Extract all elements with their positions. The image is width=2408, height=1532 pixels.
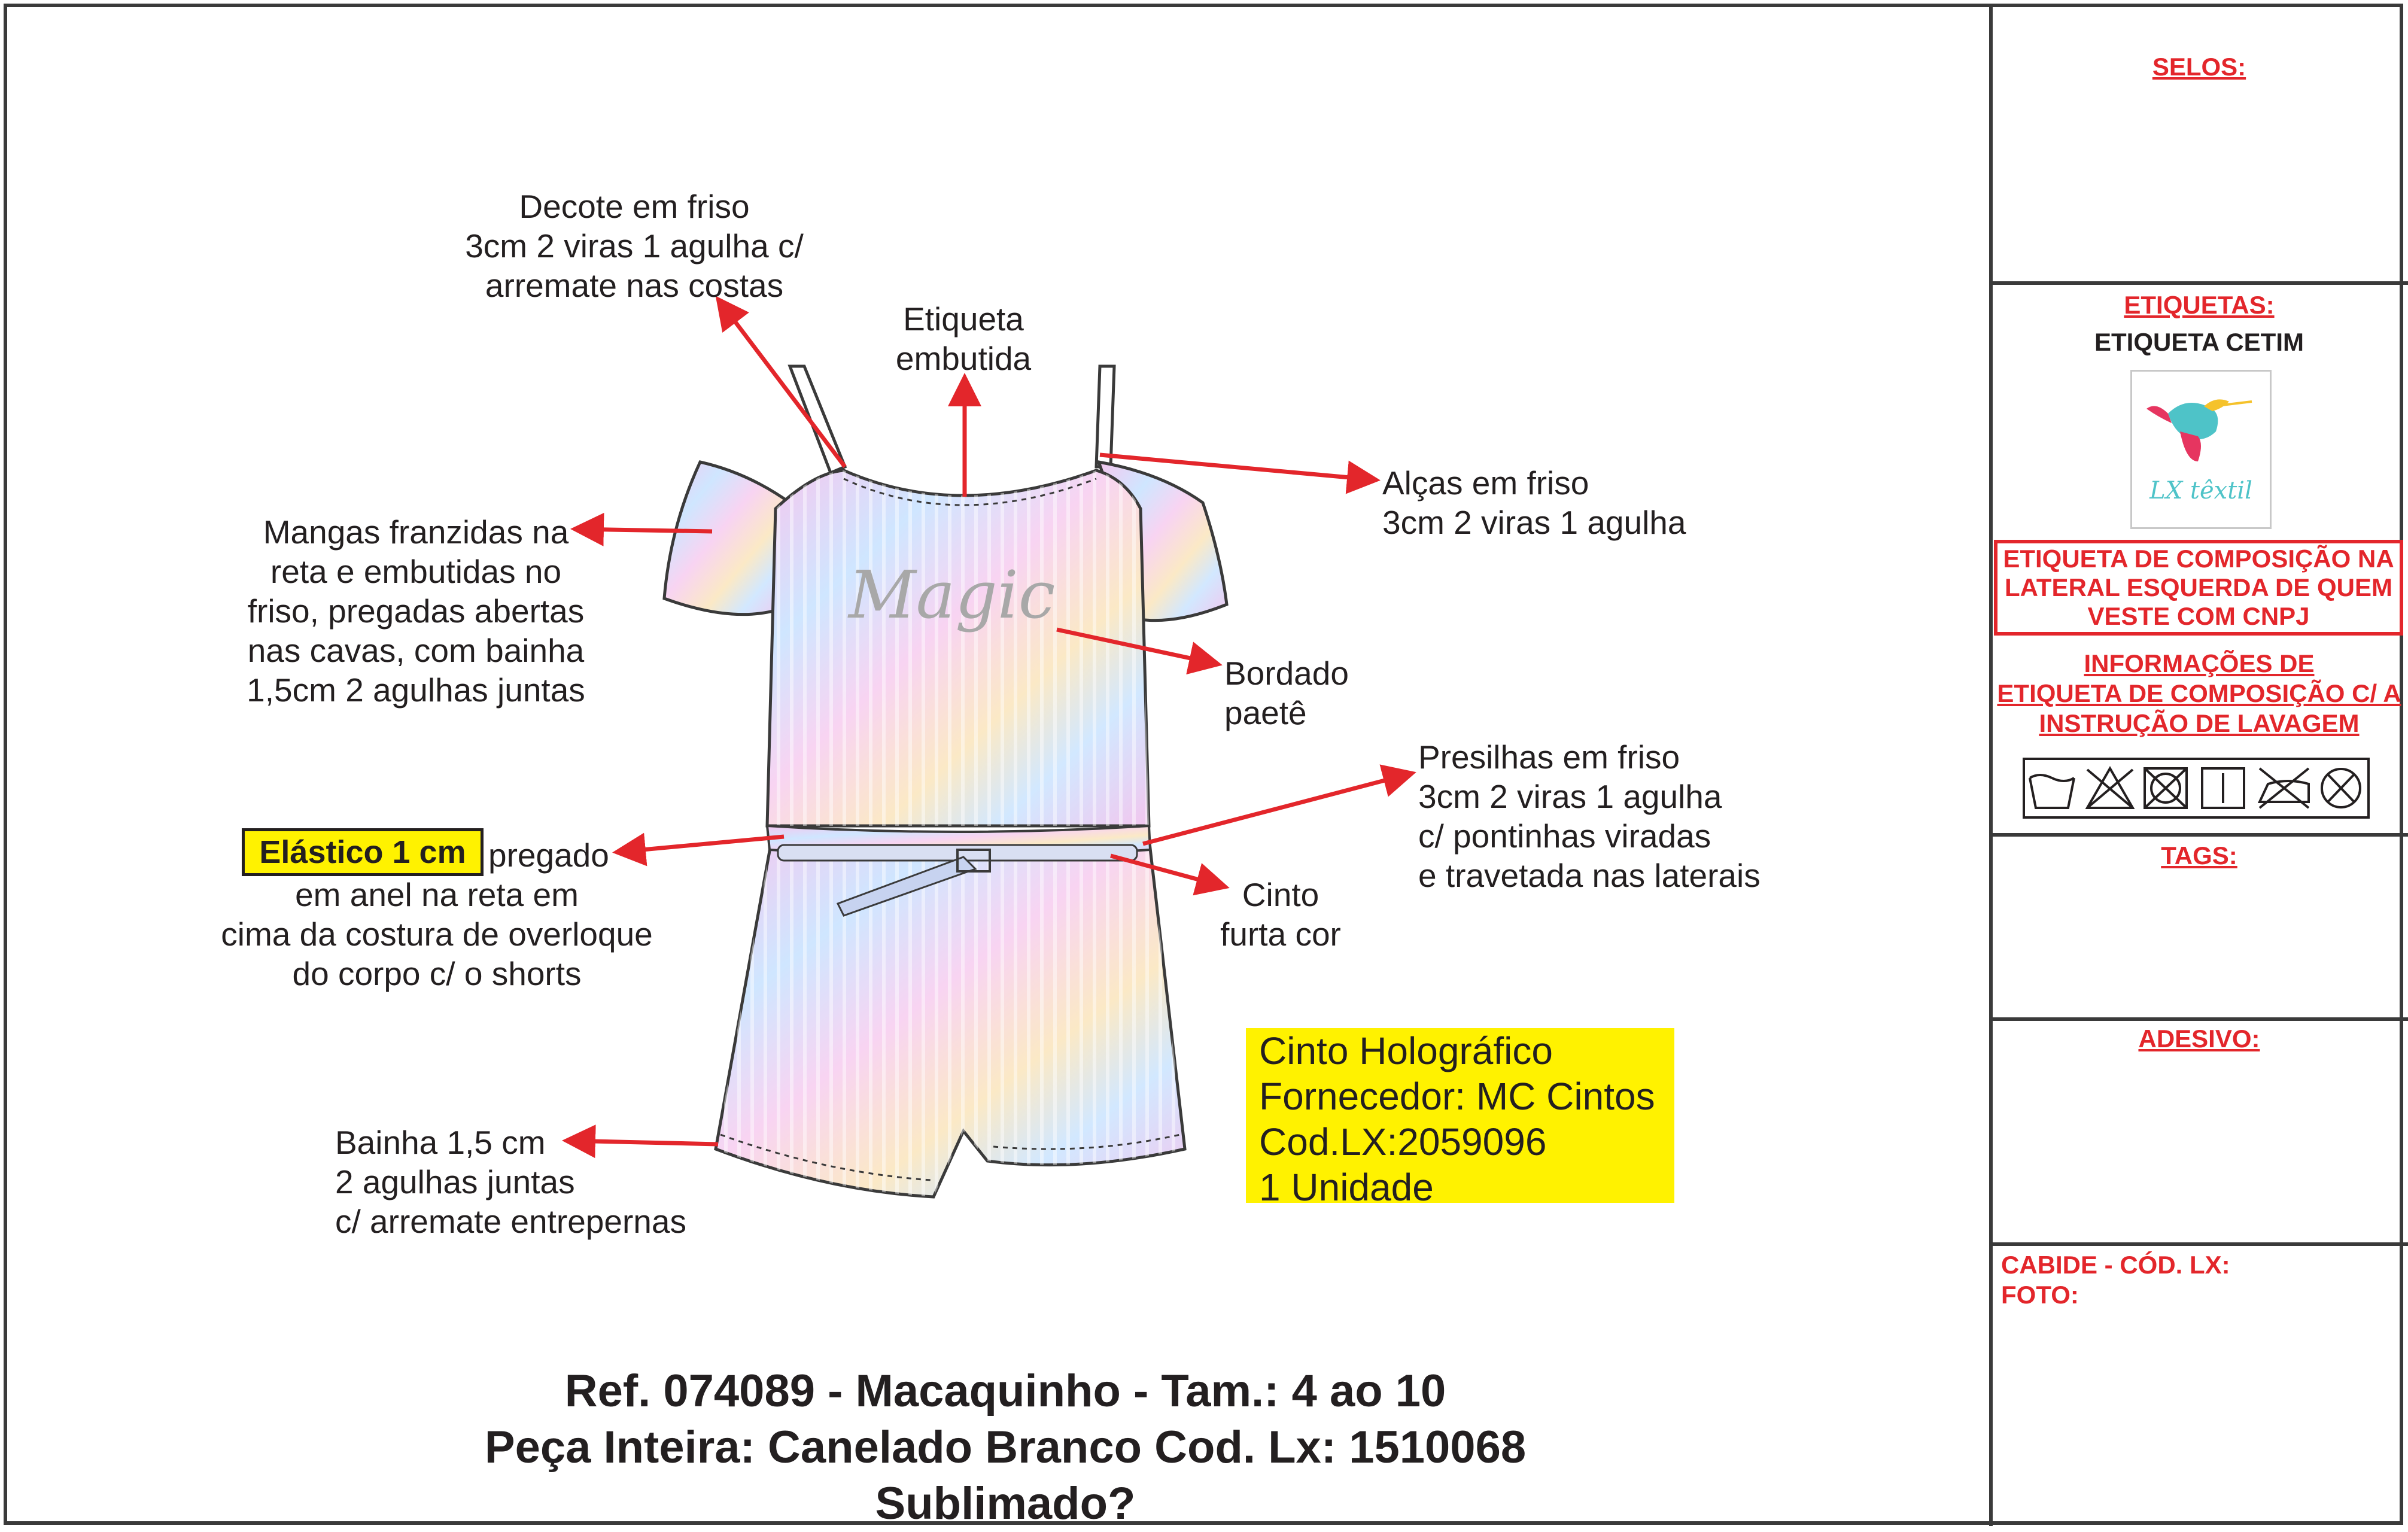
wash-30-icon — [2030, 775, 2074, 808]
care-symbols — [2023, 758, 2370, 819]
no-tumble-dry-icon — [2145, 768, 2187, 808]
note-cinto: Cinto furta cor — [1220, 876, 1341, 953]
note-etiqueta-embutida: Etiqueta embutida — [895, 300, 1032, 377]
informacoes-heading: INFORMAÇÕES DE ETIQUETA DE COMPOSIÇÃO C/ A INSTRUÇÃO DE LAVAGEM — [1997, 649, 2401, 737]
note-presilhas: Presilhas em friso 3cm 2 viras 1 agulha c/ pontinhas viradas e travetada nas laterais — [1418, 738, 1761, 894]
garment-print-magic: Magic — [849, 557, 1056, 633]
composicao-box: ETIQUETA DE COMPOSIÇÃO NA LATERAL ESQUERDA DE QUEM VESTE COM CNPJ — [1994, 540, 2403, 636]
note-mangas: Mangas franzidas na reta e embutidas no friso, pregadas abertas nas cavas, com bainha 1,5cm 2 agulhas juntas — [247, 513, 585, 709]
no-bleach-icon — [2087, 768, 2133, 808]
note-bordado: Bordado paetê — [1224, 655, 1349, 731]
left-sleeve — [664, 462, 790, 615]
title-sublimado: Sublimado? — [875, 1478, 1136, 1529]
no-dry-clean-icon — [2322, 769, 2360, 807]
right-strap — [1096, 366, 1114, 467]
logo-text: LX têxtil — [2149, 477, 2252, 504]
hummingbird-logo-icon — [2132, 372, 2270, 479]
note-bainha: Bainha 1,5 cm 2 agulhas juntas c/ arremate entrepernas — [335, 1124, 686, 1240]
note-decote: Decote em friso 3cm 2 viras 1 agulha c/ arremate nas costas — [465, 188, 804, 304]
selos-heading: SELOS: — [2152, 53, 2246, 81]
title-fabric: Peça Inteira: Canelado Branco Cod. Lx: 1510068 — [484, 1422, 1527, 1473]
lx-textil-label — [2130, 370, 2272, 529]
foto-heading: FOTO: — [2001, 1281, 2079, 1309]
line-dry-icon — [2202, 768, 2244, 808]
note-elastico-first: pregado — [488, 837, 609, 874]
note-elastico: em anel na reta em cima da costura de overloque do corpo c/ o shorts — [221, 876, 653, 992]
etiquetas-heading: ETIQUETAS: — [2124, 291, 2275, 319]
elastico-highlight: Elástico 1 cm — [242, 828, 484, 876]
tags-heading: TAGS: — [2161, 841, 2237, 870]
belt-info-box: Cinto Holográfico Fornecedor: MC Cintos Cod.LX:2059096 1 Unidade — [1246, 1028, 1674, 1203]
etiqueta-cetim: ETIQUETA CETIM — [2094, 328, 2304, 356]
adesivo-heading: ADESIVO: — [2138, 1025, 2260, 1053]
title-ref: Ref. 074089 - Macaquinho - Tam.: 4 ao 10 — [564, 1366, 1446, 1417]
cabide-heading: CABIDE - CÓD. LX: — [2001, 1251, 2230, 1279]
note-alcas: Alças em friso 3cm 2 viras 1 agulha — [1382, 464, 1686, 541]
iron-low-icon — [2260, 768, 2309, 808]
